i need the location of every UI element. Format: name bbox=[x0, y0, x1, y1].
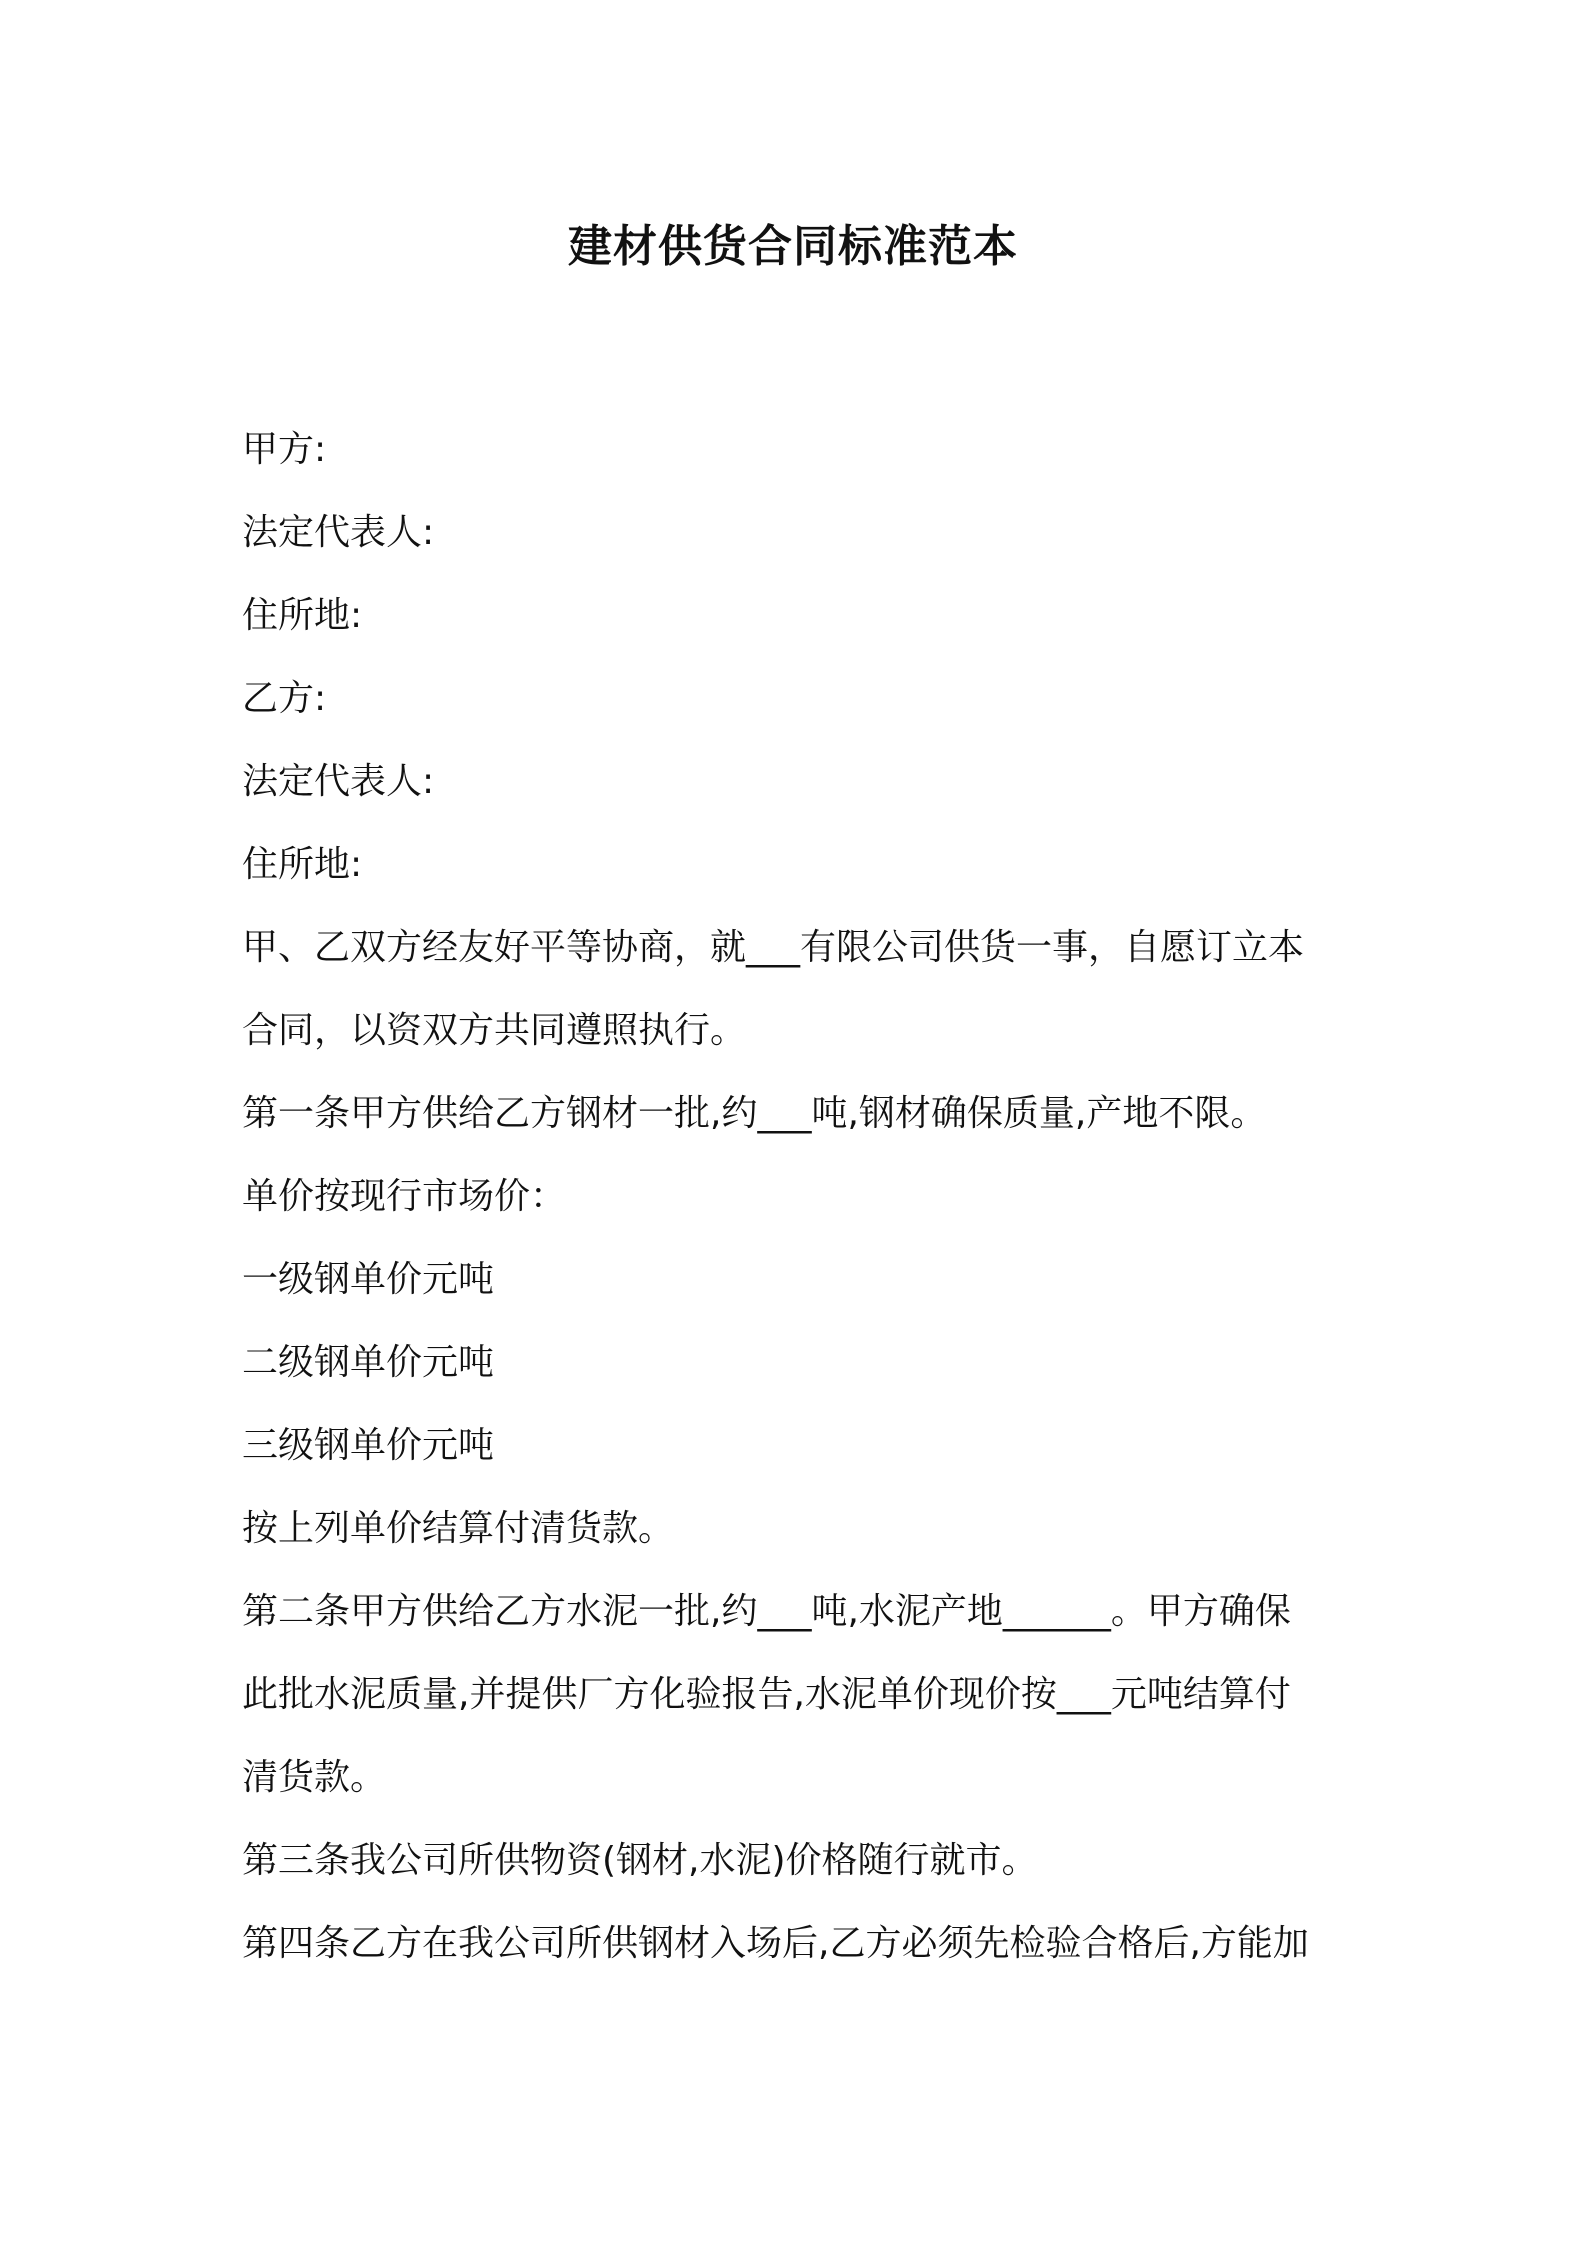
settlement-line: 按上列单价结算付清货款。 bbox=[242, 1508, 675, 1549]
preamble-line-2: 合同，以资双方共同遵照执行。 bbox=[242, 1010, 747, 1051]
article-2-line-1: 第二条甲方供给乙方水泥一批,约___吨,水泥产地______。甲方确保 bbox=[242, 1591, 1291, 1632]
party-b-legal-rep-line: 法定代表人: bbox=[242, 761, 435, 802]
party-a-legal-rep-line: 法定代表人: bbox=[242, 512, 435, 553]
unit-price-heading: 单价按现行市场价： bbox=[242, 1176, 567, 1217]
party-b-line: 乙方: bbox=[242, 678, 327, 719]
preamble-line-1: 甲、乙双方经友好平等协商，就___有限公司供货一事，自愿订立本 bbox=[242, 927, 1305, 968]
party-a-line: 甲方: bbox=[242, 429, 327, 470]
document-title: 建材供货合同标准范本 bbox=[568, 221, 1018, 272]
grade-1-price-line: 一级钢单价元吨 bbox=[242, 1259, 495, 1300]
article-3-line: 第三条我公司所供物资(钢材,水泥)价格随行就市。 bbox=[242, 1840, 1038, 1881]
party-b-address-line: 住所地: bbox=[242, 844, 363, 885]
document-body bbox=[242, 408, 1358, 1985]
grade-2-price-line: 二级钢单价元吨 bbox=[242, 1342, 495, 1383]
article-1-line: 第一条甲方供给乙方钢材一批,约___吨,钢材确保质量,产地不限。 bbox=[242, 1093, 1267, 1134]
party-a-address-line: 住所地: bbox=[242, 595, 363, 636]
article-2-line-2: 此批水泥质量,并提供厂方化验报告,水泥单价现价按___元吨结算付 bbox=[242, 1674, 1291, 1715]
article-2-line-3: 清货款。 bbox=[242, 1757, 387, 1798]
grade-3-price-line: 三级钢单价元吨 bbox=[242, 1425, 495, 1466]
article-4-line: 第四条乙方在我公司所供钢材入场后,乙方必须先检验合格后,方能加 bbox=[242, 1923, 1309, 1964]
